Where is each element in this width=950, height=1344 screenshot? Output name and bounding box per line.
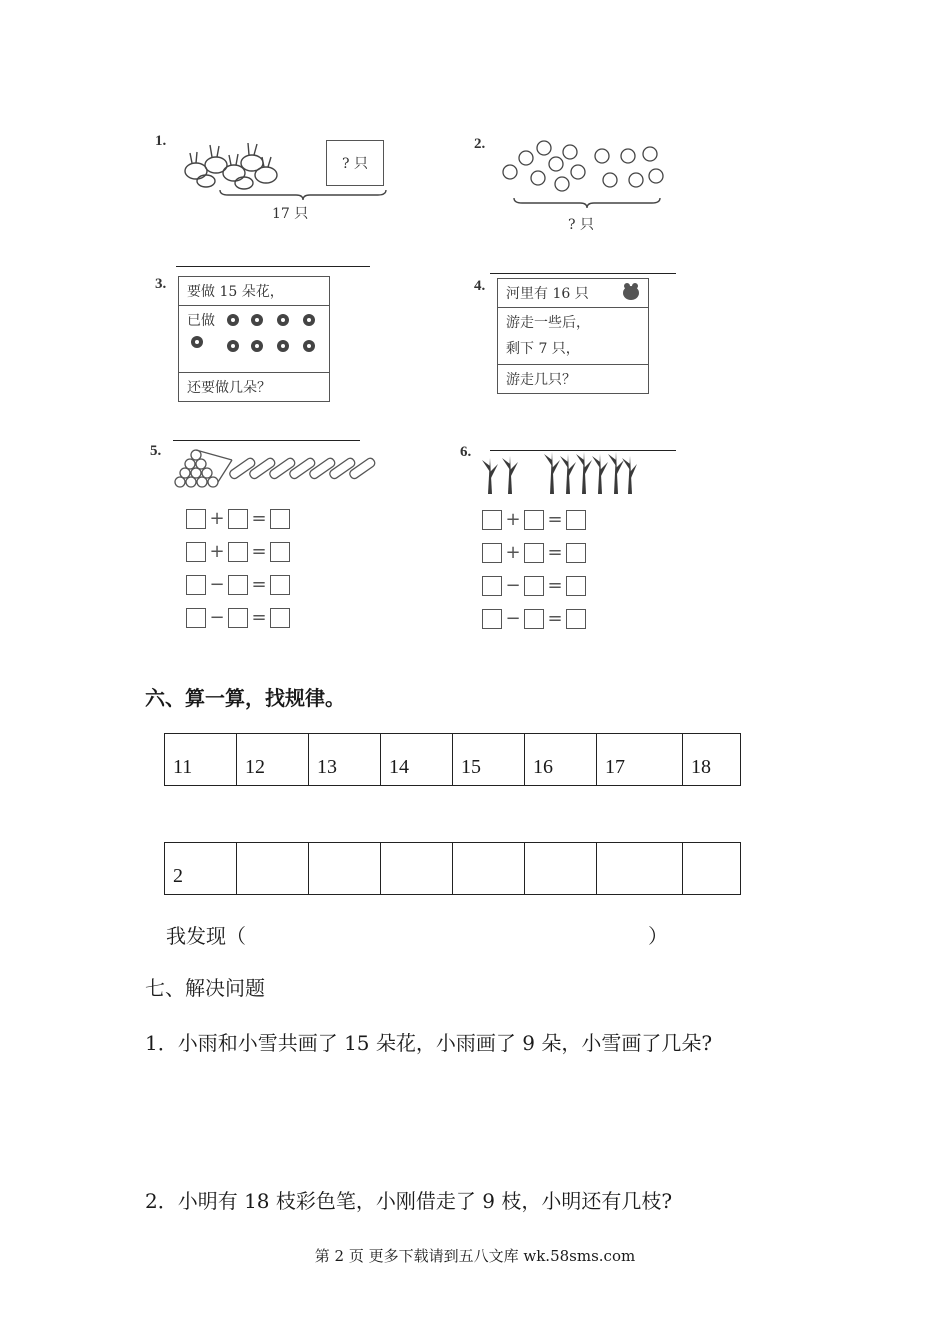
brace-17 [218, 188, 388, 202]
section-7-title: 七、解决问题 [145, 976, 265, 1000]
operator: + [209, 508, 225, 529]
operator: + [209, 541, 225, 562]
p5-equation-1 [186, 508, 290, 529]
table-cell-blank[interactable] [683, 843, 741, 895]
problem-4-row3: 游走几只？ [506, 372, 576, 388]
section-6-title: 六、算一算，找规律。 [145, 686, 345, 710]
p6-equation-4 [482, 608, 586, 629]
answer-box[interactable] [524, 510, 544, 530]
table-cell-blank[interactable] [237, 843, 309, 895]
answer-box[interactable] [228, 608, 248, 628]
rabbits-unknown-box [326, 140, 384, 186]
answer-box[interactable] [270, 542, 290, 562]
problem-3-row2 [179, 306, 329, 373]
p6-equation-1 [482, 509, 586, 530]
equals-sign: = [547, 509, 563, 530]
answer-box[interactable] [228, 509, 248, 529]
equals-sign: = [547, 575, 563, 596]
problem-5-number: 5. [150, 443, 162, 459]
problem-4-row2 [498, 308, 648, 365]
p5-equation-2 [186, 541, 290, 562]
answer-box[interactable] [566, 543, 586, 563]
table-cell: 2 [165, 843, 237, 895]
answer-line-4 [490, 273, 676, 274]
problem-3-row1: 要做 15 朵花， [179, 277, 329, 306]
corn-plants-illustration [478, 446, 638, 496]
equals-sign: = [251, 607, 267, 628]
answer-box[interactable] [482, 543, 502, 563]
equals-sign: = [251, 574, 267, 595]
table-cell: 12 [237, 734, 309, 786]
problem-4-row2a: 游走一些后， [506, 315, 590, 331]
logs-illustration [172, 448, 386, 490]
answer-line-5 [173, 440, 360, 441]
problem-6-number: 6. [460, 444, 472, 460]
table-cell: 13 [309, 734, 381, 786]
answer-box[interactable] [186, 542, 206, 562]
table-cell-blank[interactable] [597, 843, 683, 895]
answer-box[interactable] [524, 609, 544, 629]
equals-sign: = [251, 508, 267, 529]
sequence-table-row1 [164, 733, 741, 786]
page-footer: 第 2 页 更多下载请到五八文库 wk.58sms.com [314, 1247, 636, 1265]
answer-box[interactable] [482, 576, 502, 596]
table-cell: 18 [683, 734, 741, 786]
problem-3-row3: 还要做几朵？ [187, 380, 271, 396]
flower-icon [189, 334, 205, 350]
table-cell: 15 [453, 734, 525, 786]
question-2: 2．小明有 18 枝彩色笔，小刚借走了 9 枝，小明还有几枝? [145, 1189, 673, 1213]
answer-box[interactable] [228, 575, 248, 595]
problem-4-row1-text: 河里有 16 只 [506, 286, 589, 302]
p5-equation-4 [186, 607, 290, 628]
flowers-illustration [221, 310, 325, 362]
answer-box[interactable] [186, 509, 206, 529]
table-cell: 16 [525, 734, 597, 786]
table-cell: 14 [381, 734, 453, 786]
brace-unknown-label: ? 只 [568, 217, 594, 233]
answer-box[interactable] [482, 609, 502, 629]
table-cell-blank[interactable] [381, 843, 453, 895]
problem-3-number: 3. [155, 276, 167, 292]
table-cell: 11 [165, 734, 237, 786]
problem-2-number: 2. [474, 136, 486, 152]
rabbits-illustration [182, 135, 282, 190]
discover-open: 我发现（ [166, 924, 246, 948]
operator: − [505, 608, 521, 629]
problem-3-card [178, 276, 330, 402]
problem-3-made-label: 已做 [187, 313, 215, 329]
equals-sign: = [251, 541, 267, 562]
sequence-table-row2 [164, 842, 741, 895]
answer-box[interactable] [186, 575, 206, 595]
answer-box[interactable] [566, 609, 586, 629]
answer-box[interactable] [566, 576, 586, 596]
answer-box[interactable] [270, 575, 290, 595]
problem-4-card [497, 278, 649, 394]
table-cell-blank[interactable] [309, 843, 381, 895]
table-cell: 17 [597, 734, 683, 786]
operator: − [209, 574, 225, 595]
p6-equation-3 [482, 575, 586, 596]
equals-sign: = [547, 542, 563, 563]
p5-equation-3 [186, 574, 290, 595]
answer-box[interactable] [270, 509, 290, 529]
answer-box[interactable] [186, 608, 206, 628]
birds-illustration [498, 134, 666, 196]
brace-unknown [512, 196, 662, 210]
question-1: 1．小雨和小雪共画了 15 朵花，小雨画了 9 朵，小雪画了几朵? [145, 1031, 713, 1055]
answer-line-3 [176, 266, 370, 267]
operator: + [505, 509, 521, 530]
answer-box[interactable] [566, 510, 586, 530]
operator: − [209, 607, 225, 628]
operator: − [505, 575, 521, 596]
discover-close: ） [648, 924, 668, 948]
equals-sign: = [547, 608, 563, 629]
answer-box[interactable] [524, 576, 544, 596]
problem-4-row1 [498, 279, 648, 308]
rabbits-unknown-label: ? 只 [342, 156, 368, 172]
problem-1-number: 1. [155, 133, 167, 149]
brace-17-label: 17 只 [272, 206, 309, 222]
answer-box[interactable] [482, 510, 502, 530]
problem-4-row2b: 剩下 7 只， [506, 341, 580, 357]
table-cell-blank[interactable] [453, 843, 525, 895]
frog-icon [620, 281, 642, 303]
answer-box[interactable] [524, 543, 544, 563]
answer-box[interactable] [270, 608, 290, 628]
answer-box[interactable] [228, 542, 248, 562]
p6-equation-2 [482, 542, 586, 563]
table-cell-blank[interactable] [525, 843, 597, 895]
operator: + [505, 542, 521, 563]
problem-4-number: 4. [474, 278, 486, 294]
